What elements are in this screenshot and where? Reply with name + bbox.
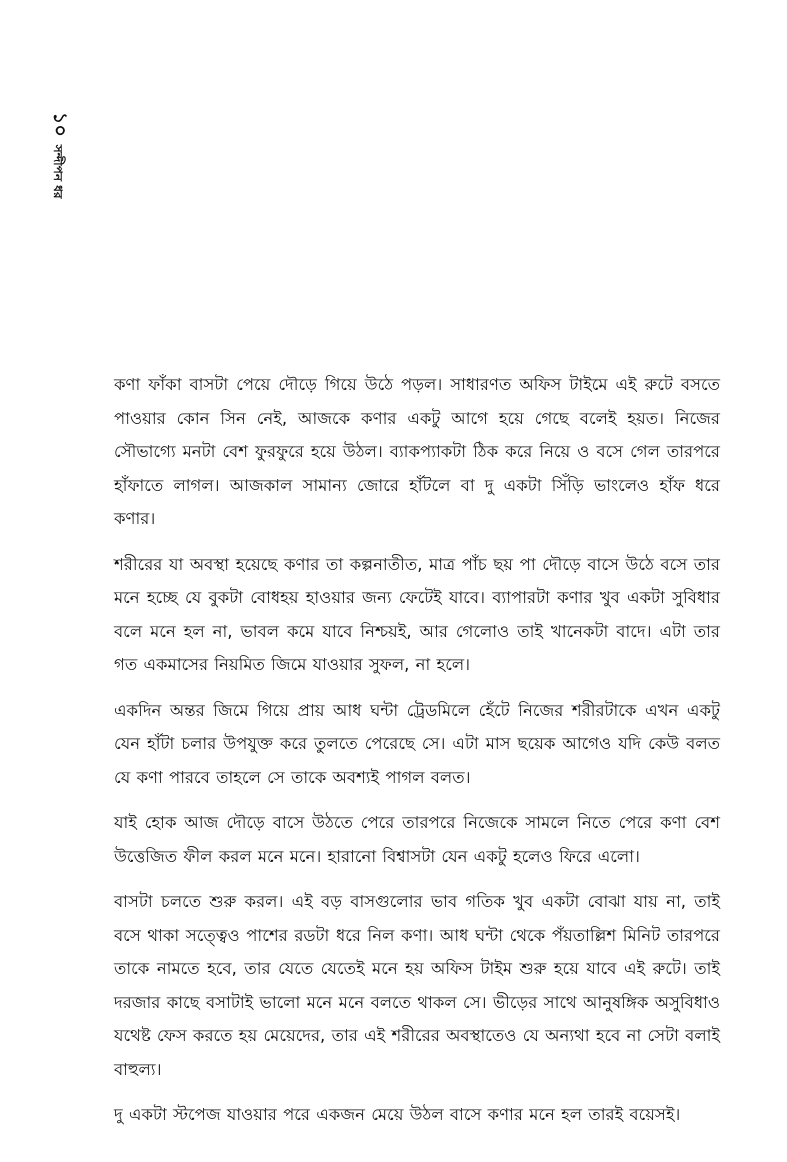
paragraph-5: বাসটা চলতে শুরু করল। এই বড় বাসগুলোর ভাব গতিক খুব একটা বোঝা যায় না, তাই বসে থাকা সত্ত্বেও পাশের রডটা ধরে নিল কণা। আধ ঘন্টা থেকে পঁয়তাল্লিশ মিনিট তারপরে তাকে নামতে হবে, তার যেতে যেতেই মনে হয় অফিস টাইম শুরু হয়ে যাবে এই রুটে। তাই দরজার কাছে বসাটাই ভালো মনে মনে বলতে থাকল সে। ভীড়ের সাথে আনুষঙ্গিক অসুবিধাও যথেষ্ট ফেস করতে হয় মেয়েদের, তার এই শরীরের অবস্থাতেও যে অন্যথা হবে না সেটা বলাই বাহুল্য।: [114, 892, 720, 1079]
paragraph-2: শরীরের যা অবস্থা হয়েছে কণার তা কল্পনাতীত, মাত্র পাঁচ ছয় পা দৌড়ে বাসে উঠে বসে তার মনে হচ্ছে যে বুকটা বোধহয় হাওয়ার জন্য ফেটেই যাবে। ব্যাপারটা কণার খুব একটা সুবিধার বলে মনে হল না, ভাবল কমে যাবে নিশ্চয়ই, আর গেলোও তাই খানেকটা বাদে। এটা তার গত একমাসের নিয়মিত জিমে যাওয়ার সুফল, না হলে।: [114, 554, 720, 674]
body-text: [114, 368, 720, 1144]
paragraph-4: যাই হোক আজ দৌড়ে বাসে উঠতে পেরে তারপরে নিজেকে সামলে নিতে পেরে কণা বেশ উত্তেজিত ফীল করল মনে মনে। হারানো বিশ্বাসটা যেন একটু হলেও ফিরে এলো।: [114, 813, 720, 866]
page-number: ১০: [49, 112, 71, 137]
author-name: সন্দীপন ধর: [51, 144, 65, 199]
paragraph-1: কণা ফাঁকা বাসটা পেয়ে দৌড়ে গিয়ে উঠে পড়ল। সাধারণত অফিস টাইমে এই রুটে বসতে পাওয়ার কোন সিন নেই, আজকে কণার একটু আগে হয়ে গেছে বলেই হয়ত। নিজের সৌভাগ্যে মনটা বেশ ফুরফুরে হয়ে উঠল। ব্যাকপ্যাকটা ঠিক করে নিয়ে ও বসে গেল তারপরে হাঁফাতে লাগল। আজকাল সামান্য জোরে হাঁটলে বা দু একটা সিঁড়ি ভাংলেও হাঁফ ধরে কণার।: [114, 375, 720, 528]
running-header: [50, 112, 80, 212]
paragraph-3: একদিন অন্তর জিমে গিয়ে প্রায় আধ ঘন্টা ট্রেডমিলে হেঁটে নিজের শরীরটাকে এখন একটু যেন হাঁটা চলার উপযুক্ত করে তুলতে পেরেছে সে। এটা মাস ছয়েক আগেও যদি কেউ বলত যে কণা পারবে তাহলে সে তাকে অবশ্যই পাগল বলত।: [114, 700, 720, 787]
paragraph-6: দু একটা স্টপেজ যাওয়ার পরে একজন মেয়ে উঠল বাসে কণার মনে হল তারই বয়েসই।: [114, 1105, 681, 1124]
